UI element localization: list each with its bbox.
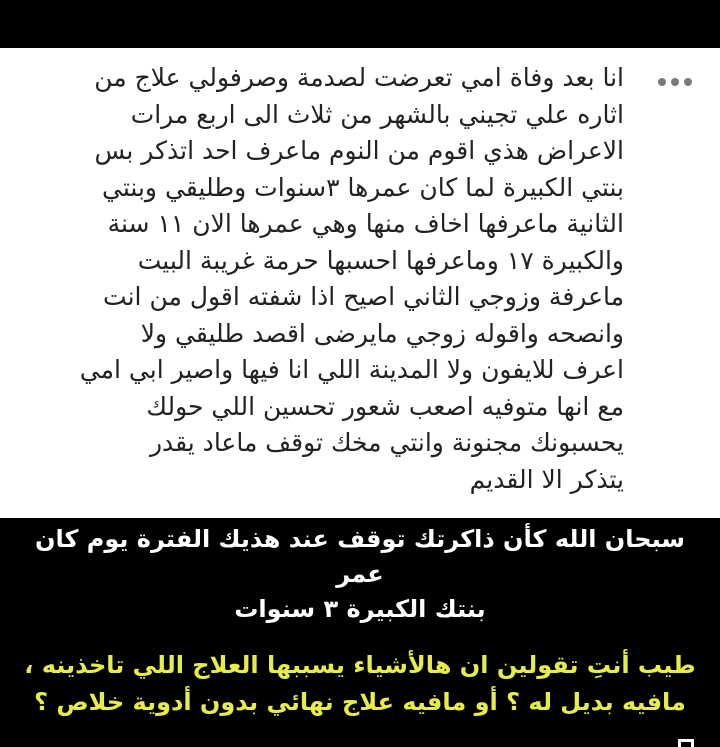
post-card xyxy=(0,48,720,518)
dot xyxy=(684,78,692,86)
question-caption: طيب أنتِ تقولين ان هالأشياء يسببها العلاج اللي تاخذينه ، مافيه بديل له ؟ أو مافيه علاج نهائي بدون أدوية خلاص ؟ xyxy=(24,651,696,716)
post-body-text: انا بعد وفاة امي تعرضت لصدمة وصرفولي علاج من اثاره علي تجيني بالشهر من ثلاث الى اربع مرات الاعراض هذي اقوم من النوم ماعرف احد اتذكر بس بنتي الكبيرة لما كان عمرها ٣سنوات وطليقي وبنتي الثانية ماعرفها اخاف منها وهي عمرها الان ١١ سنة والكبيرة ١٧ وماعرفها احسبها حرمة غريبة البيت ماعرفة وزوجي الثاني اصيح اذا شفته اقول من انت وانصحه واقوله زوجي مايرضى اقصد طليقي ولا اعرف للايفون ولا المدينة اللي انا فيها واصير ابي امي مع انها متوفيه اصعب شعور تحسين اللي حولك يحسبونك مجنونة وانتي مخك توقف ماعاد يقدر يتذكر الا القديم xyxy=(79,63,624,494)
top-black-bar xyxy=(0,0,720,48)
more-horizontal-icon[interactable] xyxy=(658,78,692,86)
bracket-icon xyxy=(678,739,694,747)
reply-caption: سبحان الله كأن ذاكرتك توقف عند هذيك الفترة يوم كان عمر بنتك الكبيرة ٣ سنوات xyxy=(34,525,685,623)
dot xyxy=(671,78,679,86)
dot xyxy=(658,78,666,86)
